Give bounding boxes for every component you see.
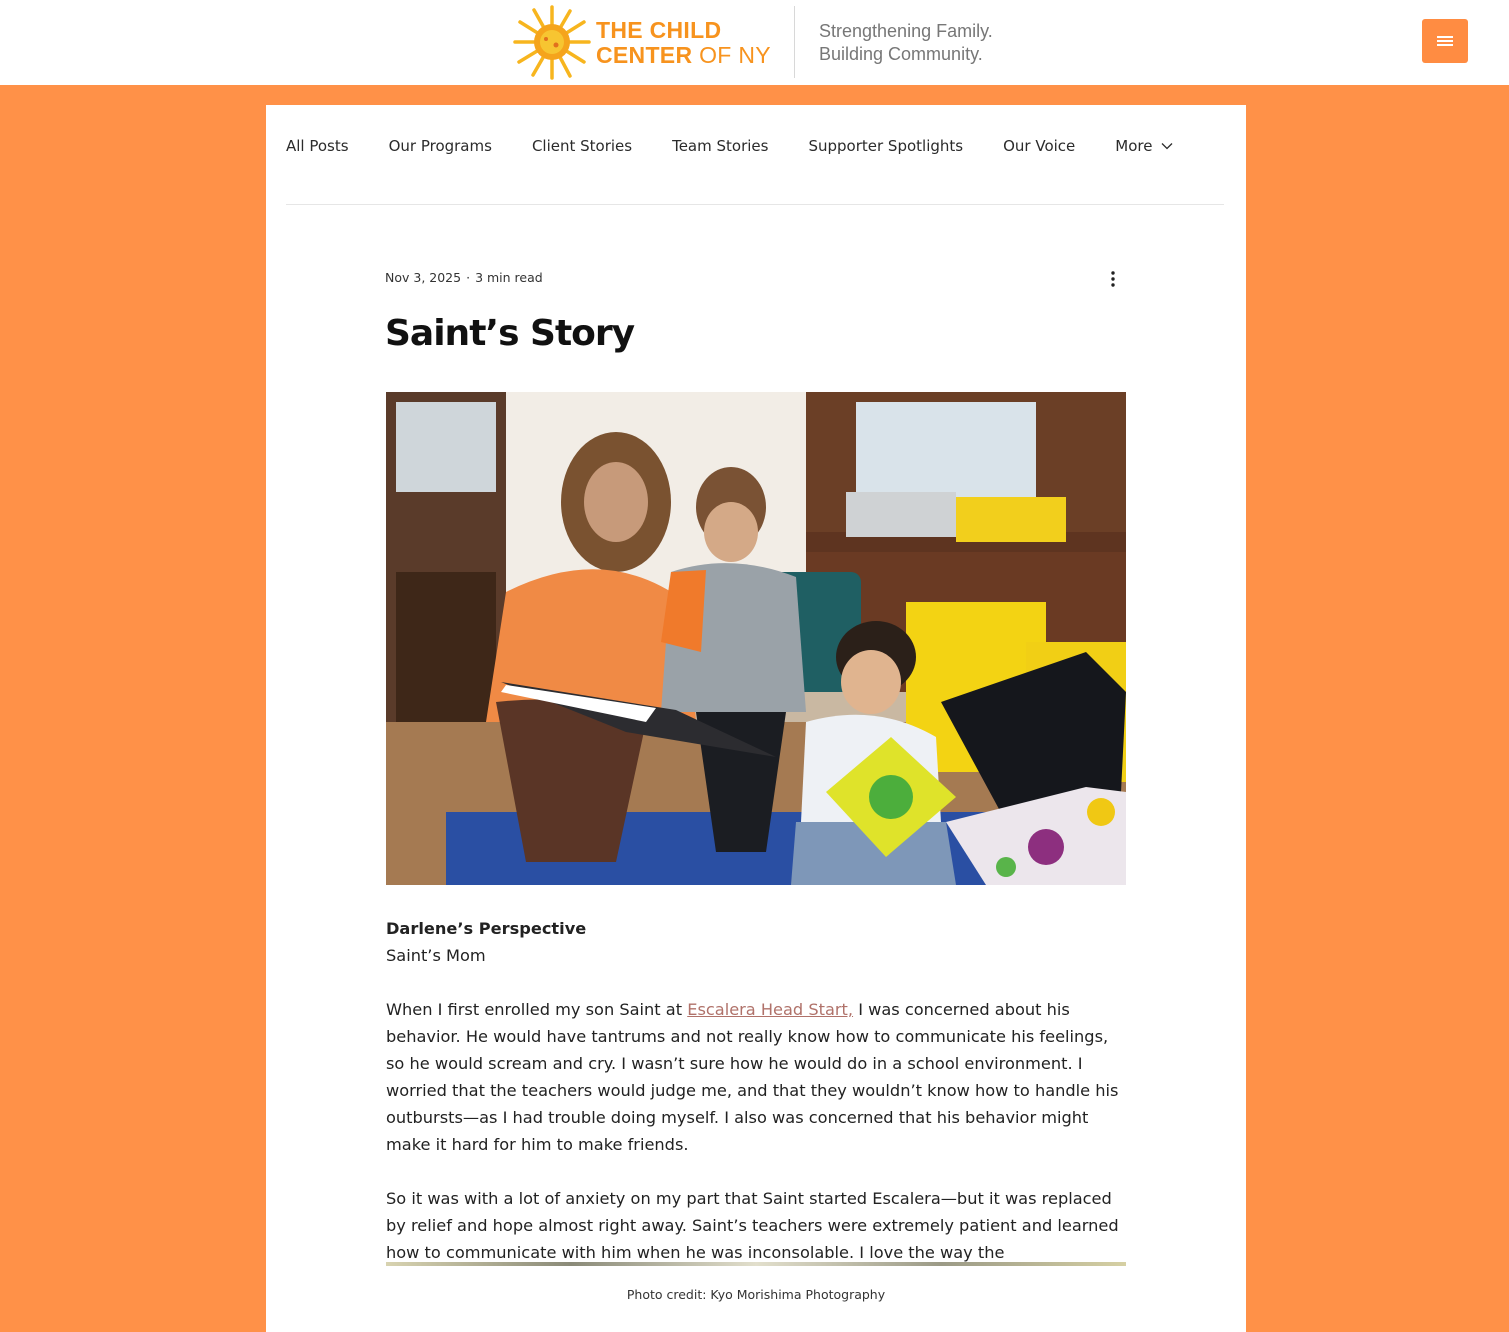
post-date: Nov 3, 2025	[385, 270, 462, 285]
p1-text-after: I was concerned about his behavior. He would have tantrums and not really know how to communicate his feelings, so he would scream and cry. I wasn’t sure how he would do in a school environment. I worried that the teachers would judge me, and that they wouldn’t know how to handle his outbursts—as I had trouble doing myself. I also was concerned that his behavior might make it hard for him to make friends.	[386, 1000, 1119, 1154]
logo-word-of: OF	[699, 42, 732, 68]
tagline-line-2: Building Community.	[819, 44, 983, 64]
nav-item-all-posts[interactable]: All Posts	[286, 137, 349, 155]
logo-line-2	[596, 43, 771, 68]
site-logo[interactable]	[512, 2, 772, 82]
section-heading: Darlene’s Perspective	[386, 919, 587, 938]
logo-word-ny: NY	[738, 42, 771, 68]
next-image-edge	[386, 1262, 1126, 1266]
post-read-time: 3 min read	[475, 270, 543, 285]
hero-photo	[386, 392, 1126, 885]
blog-post-panel	[266, 105, 1246, 1332]
nav-item-supporter-spotlights[interactable]: Supporter Spotlights	[808, 137, 964, 155]
nav-item-our-programs[interactable]: Our Programs	[388, 137, 492, 155]
nav-more-label: More	[1115, 137, 1153, 155]
blog-category-nav	[286, 135, 1226, 157]
menu-button[interactable]	[1422, 19, 1468, 63]
logo-line-1: THE CHILD	[596, 17, 722, 43]
post-title: Saint’s Story	[385, 313, 635, 354]
logo-word-center: CENTER	[596, 42, 693, 68]
nav-more-dropdown[interactable]	[1115, 137, 1173, 155]
meta-separator: ·	[466, 270, 471, 285]
site-tagline	[819, 20, 993, 66]
paragraph-gap	[386, 969, 1126, 996]
site-header	[0, 0, 1509, 85]
header-divider	[794, 6, 795, 78]
escalera-head-start-link[interactable]: Escalera Head Start,	[687, 1000, 854, 1019]
sun-logo-icon	[512, 4, 592, 80]
nav-item-team-stories[interactable]: Team Stories	[672, 137, 769, 155]
post-meta	[385, 270, 543, 285]
tagline-line-1: Strengthening Family.	[819, 21, 993, 41]
paragraph-gap	[386, 1158, 1126, 1185]
chevron-down-icon	[1161, 142, 1173, 150]
paragraph-2: So it was with a lot of anxiety on my part that Saint started Escalera—but it was replaced by relief and hope almost right away. Saint’s teachers were extremely patient and learned how to communicate with him when he was inconsolable. I love the way the	[386, 1189, 1119, 1262]
photo-credit: Photo credit: Kyo Morishima Photography	[626, 1287, 886, 1302]
hamburger-icon	[1437, 36, 1453, 46]
nav-item-client-stories[interactable]: Client Stories	[531, 137, 633, 155]
nav-divider	[286, 204, 1224, 205]
p1-text-before: When I first enrolled my son Saint at	[386, 1000, 688, 1019]
paragraph-1	[386, 996, 1126, 1158]
more-vertical-icon[interactable]	[1104, 269, 1122, 289]
nav-item-our-voice[interactable]: Our Voice	[1003, 137, 1076, 155]
article-body	[386, 915, 1126, 1266]
section-subheading: Saint’s Mom	[386, 946, 486, 965]
logo-wordmark	[596, 18, 771, 68]
